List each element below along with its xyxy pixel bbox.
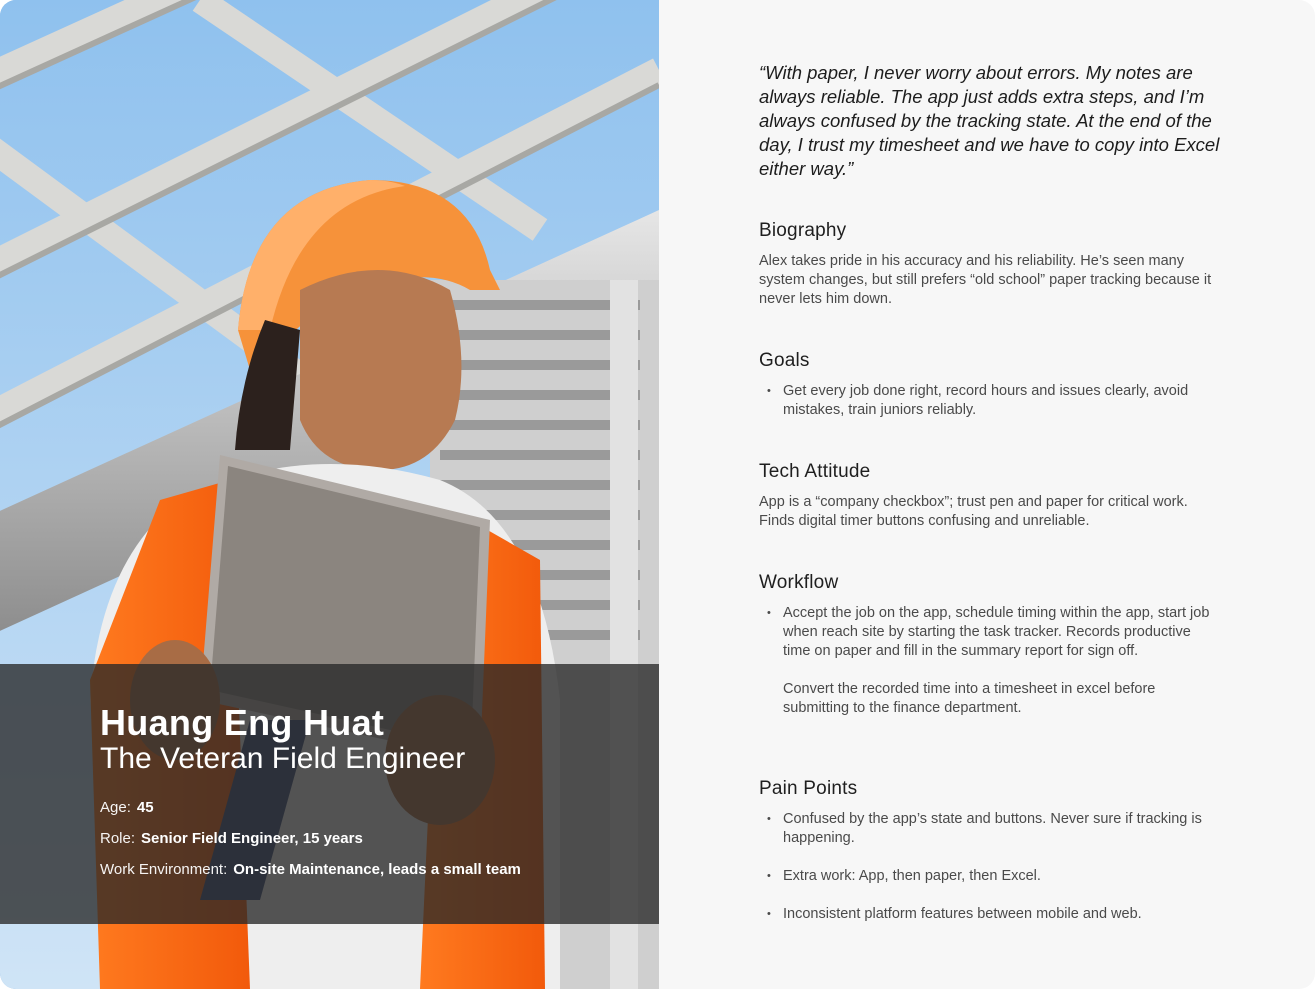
workflow-item xyxy=(759,604,1219,718)
persona-title: The Veteran Field Engineer xyxy=(100,742,466,775)
pain-points-heading: Pain Points xyxy=(759,778,858,799)
fact-work-environment-value: On-site Maintenance, leads a small team xyxy=(233,861,521,878)
pain-point-item: • Inconsistent platform features between mobile and web. xyxy=(759,905,1219,924)
fact-work-environment-label: Work Environment: xyxy=(100,861,228,878)
fact-work-environment xyxy=(100,861,521,878)
workflow-heading: Workflow xyxy=(759,572,839,593)
pain-point-item: • Confused by the app’s state and buttons. Never sure if tracking is happening. xyxy=(759,810,1219,848)
pain-point-item: • Extra work: App, then paper, then Excel. xyxy=(759,867,1219,886)
fact-role-label: Role: xyxy=(100,830,136,847)
fact-role xyxy=(100,830,363,847)
pain-points-list xyxy=(759,810,1219,924)
goals-heading: Goals xyxy=(759,350,810,371)
workflow-item-text-2: Convert the recorded time into a timesheet in excel before submitting to the finance department. xyxy=(783,681,1156,716)
tech-attitude-heading: Tech Attitude xyxy=(759,461,871,482)
fact-age xyxy=(100,799,154,816)
biography-text: Alex takes pride in his accuracy and his reliability. He’s seen many system changes, but still prefers “old school” paper tracking because it never lets him down. xyxy=(759,253,1212,307)
goals-item: • Get every job done right, record hours and issues clearly, avoid mistakes, train juniors reliably. xyxy=(759,382,1219,420)
fact-role-value: Senior Field Engineer, 15 years xyxy=(141,830,363,847)
goals-list xyxy=(759,382,1219,420)
fact-age-label: Age: xyxy=(100,799,131,816)
fact-age-value: 45 xyxy=(136,799,154,816)
workflow-item-text: Accept the job on the app, schedule timing within the app, start job when reach site by starting the task tracker. Records productive time on paper and fill in the summary report for sign off. xyxy=(783,605,1210,659)
persona-quote: “With paper, I never worry about errors. My notes are always reliable. The app just adds extra steps, and I’m always confused by the tracking state. At the end of the day, I trust my timesheet and we have to copy into Excel either way.” xyxy=(759,62,1220,179)
tech-attitude-text: App is a “company checkbox”; trust pen and paper for critical work. Finds digital timer buttons confusing and unreliable. xyxy=(759,494,1188,529)
persona-name: Huang Eng Huat xyxy=(100,702,385,743)
biography-heading: Biography xyxy=(759,220,847,241)
workflow-list xyxy=(759,604,1219,718)
